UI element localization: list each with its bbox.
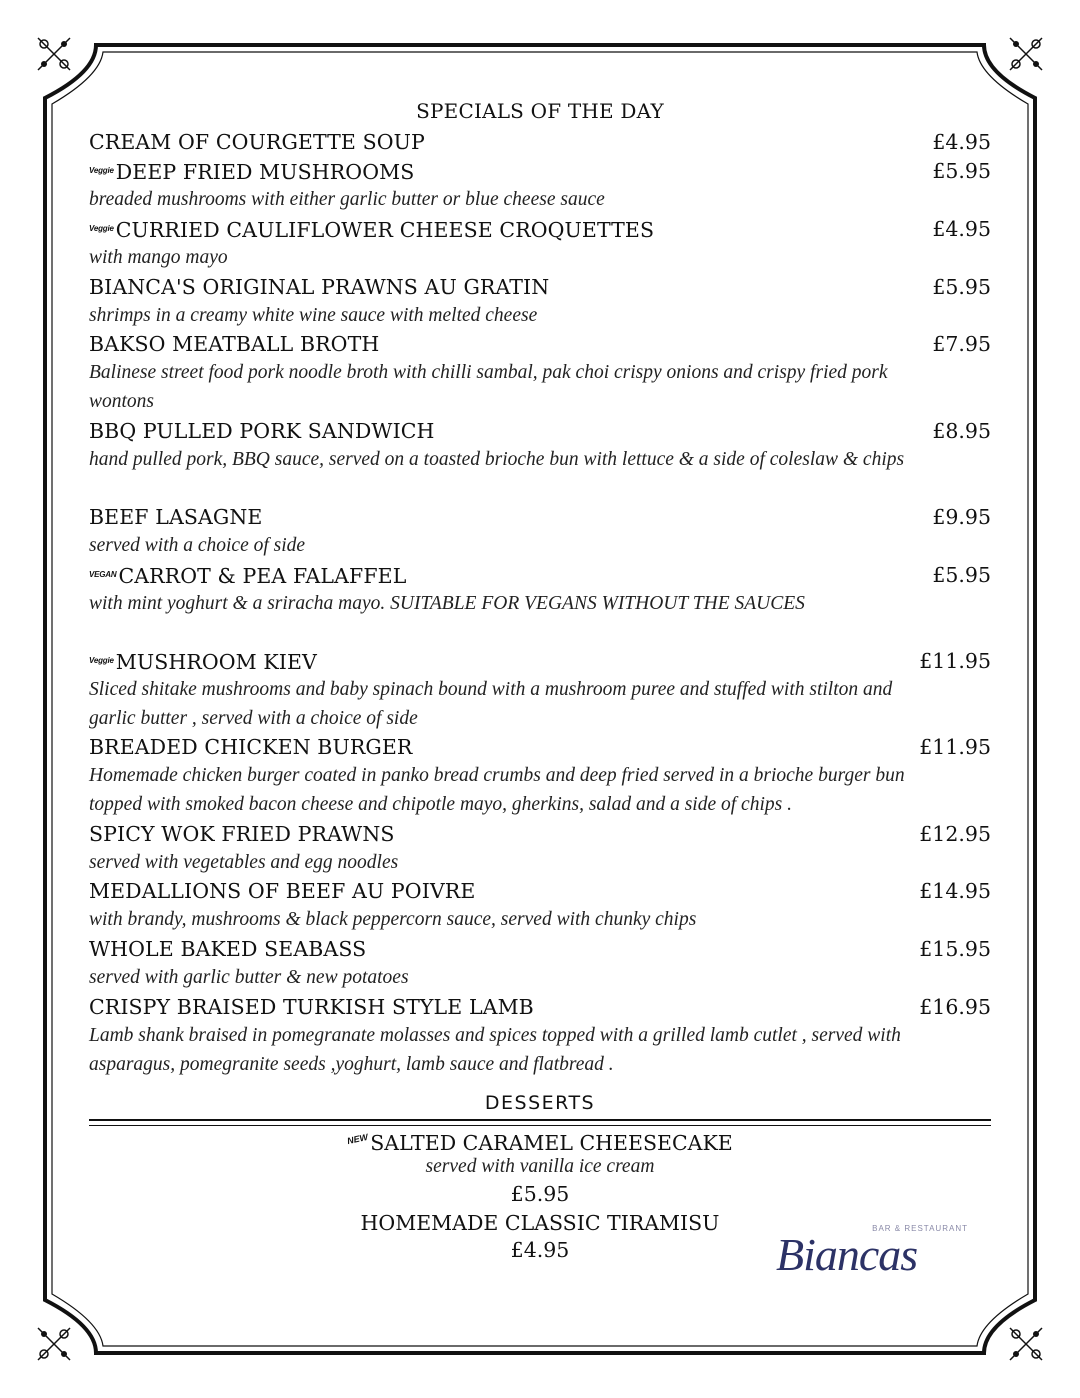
menu-item-name: MEDALLIONS OF BEEF AU POIVRE <box>89 879 476 903</box>
menu-item-description: Homemade chicken burger coated in panko bread crumbs and deep fried served in a brioche burger bun topped with smoked bacon cheese and chipotle mayo, gherkins, salad and a side of chips . <box>89 765 905 815</box>
menu-item-name: BREADED CHICKEN BURGER <box>89 735 413 759</box>
menu-item-price: £12.95 <box>919 822 991 846</box>
menu-item-price: £11.95 <box>919 649 991 673</box>
menu-item-price: £16.95 <box>919 995 991 1019</box>
menu-item-description: served with vegetables and egg noodles <box>89 852 399 873</box>
corner-ornament-icon <box>1006 34 1046 74</box>
menu-item-name: BEEF LASAGNE <box>89 505 263 529</box>
logo-subtitle: BAR & RESTAURANT <box>872 1224 968 1233</box>
menu-item-description: Lamb shank braised in pomegranate molasses and spices topped with a grilled lamb cutlet , served with asparagus, pomegranite seeds ,yoghurt, lamb sauce and flatbread . <box>89 1025 901 1075</box>
menu-item-price: £9.95 <box>932 505 991 529</box>
menu-item-price: £8.95 <box>932 419 991 443</box>
menu-item-name: VeggieMUSHROOM KIEV <box>89 647 317 676</box>
menu-item-name: BIANCA'S ORIGINAL PRAWNS AU GRATIN <box>89 275 550 299</box>
menu-item-name: CRISPY BRAISED TURKISH STYLE LAMB <box>89 995 534 1019</box>
menu-item-price: £5.95 <box>932 563 991 587</box>
corner-ornament-icon <box>34 34 74 74</box>
dessert-description: served with vanilla ice cream <box>425 1156 655 1177</box>
menu-item-price: £11.95 <box>919 735 991 759</box>
menu-item-price: £5.95 <box>932 275 991 299</box>
menu-item-price: £4.95 <box>932 217 991 241</box>
menu-item-name: SPICY WOK FRIED PRAWNS <box>89 822 395 846</box>
menu-item-description: hand pulled pork, BBQ sauce, served on a toasted brioche bun with lettuce & a side of coleslaw & chips <box>89 449 905 470</box>
menu-item-description: served with garlic butter & new potatoes <box>89 967 409 988</box>
menu-item-description: Sliced shitake mushrooms and baby spinach bound with a mushroom puree and stuffed with stilton and garlic butter , served with a choice of side <box>89 679 893 729</box>
menu-item-name: CREAM OF COURGETTE SOUP <box>89 130 425 154</box>
veggie-tag: Veggie <box>89 656 114 665</box>
desserts-title: DESSERTS <box>484 1092 596 1114</box>
dessert-price: £5.95 <box>510 1182 570 1206</box>
corner-ornament-icon <box>1006 1324 1046 1364</box>
menu-item-name: VEGANCARROT & PEA FALAFFEL <box>89 561 406 590</box>
menu-item-description: with mint yoghurt & a sriracha mayo. SUITABLE FOR VEGANS WITHOUT THE SAUCES <box>89 593 805 614</box>
menu-item-description: with brandy, mushrooms & black peppercorn sauce, served with chunky chips <box>89 909 697 930</box>
menu-item-name: BBQ PULLED PORK SANDWICH <box>89 419 435 443</box>
menu-item-price: £15.95 <box>919 937 991 961</box>
dessert-price: £4.95 <box>510 1238 570 1262</box>
specials-title: SPECIALS OF THE DAY <box>416 99 664 123</box>
veggie-tag: Veggie <box>89 166 114 175</box>
menu-item-description: shrimps in a creamy white wine sauce with melted cheese <box>89 305 538 326</box>
dessert-name: NEWSALTED CARAMEL CHEESECAKE <box>89 1125 991 1157</box>
menu-item-description: Balinese street food pork noodle broth with chilli sambal, pak choi crispy onions and crispy fried pork wontons <box>89 362 888 412</box>
vegan-tag: VEGAN <box>89 570 117 579</box>
menu-item-name: WHOLE BAKED SEABASS <box>89 937 367 961</box>
menu-item-price: £4.95 <box>932 130 991 154</box>
menu-item-name: VeggieCURRIED CAULIFLOWER CHEESE CROQUETTES <box>89 215 654 244</box>
menu-item-description: breaded mushrooms with either garlic butter or blue cheese sauce <box>89 189 605 210</box>
menu-item-description: with mango mayo <box>89 247 228 268</box>
menu-item-name: BAKSO MEATBALL BROTH <box>89 332 380 356</box>
new-tag: NEW <box>346 1131 370 1147</box>
veggie-tag: Veggie <box>89 224 114 233</box>
logo-name: Biancas <box>776 1229 918 1280</box>
menu-item-price: £5.95 <box>932 159 991 183</box>
menu-item-price: £7.95 <box>932 332 991 356</box>
menu-item-description: served with a choice of side <box>89 535 306 556</box>
menu-item-price: £14.95 <box>919 879 991 903</box>
menu-item-name: VeggieDEEP FRIED MUSHROOMS <box>89 157 414 186</box>
dessert-name: HOMEMADE CLASSIC TIRAMISU <box>360 1211 720 1235</box>
divider <box>89 1119 991 1121</box>
corner-ornament-icon <box>34 1324 74 1364</box>
restaurant-logo <box>770 1224 980 1294</box>
